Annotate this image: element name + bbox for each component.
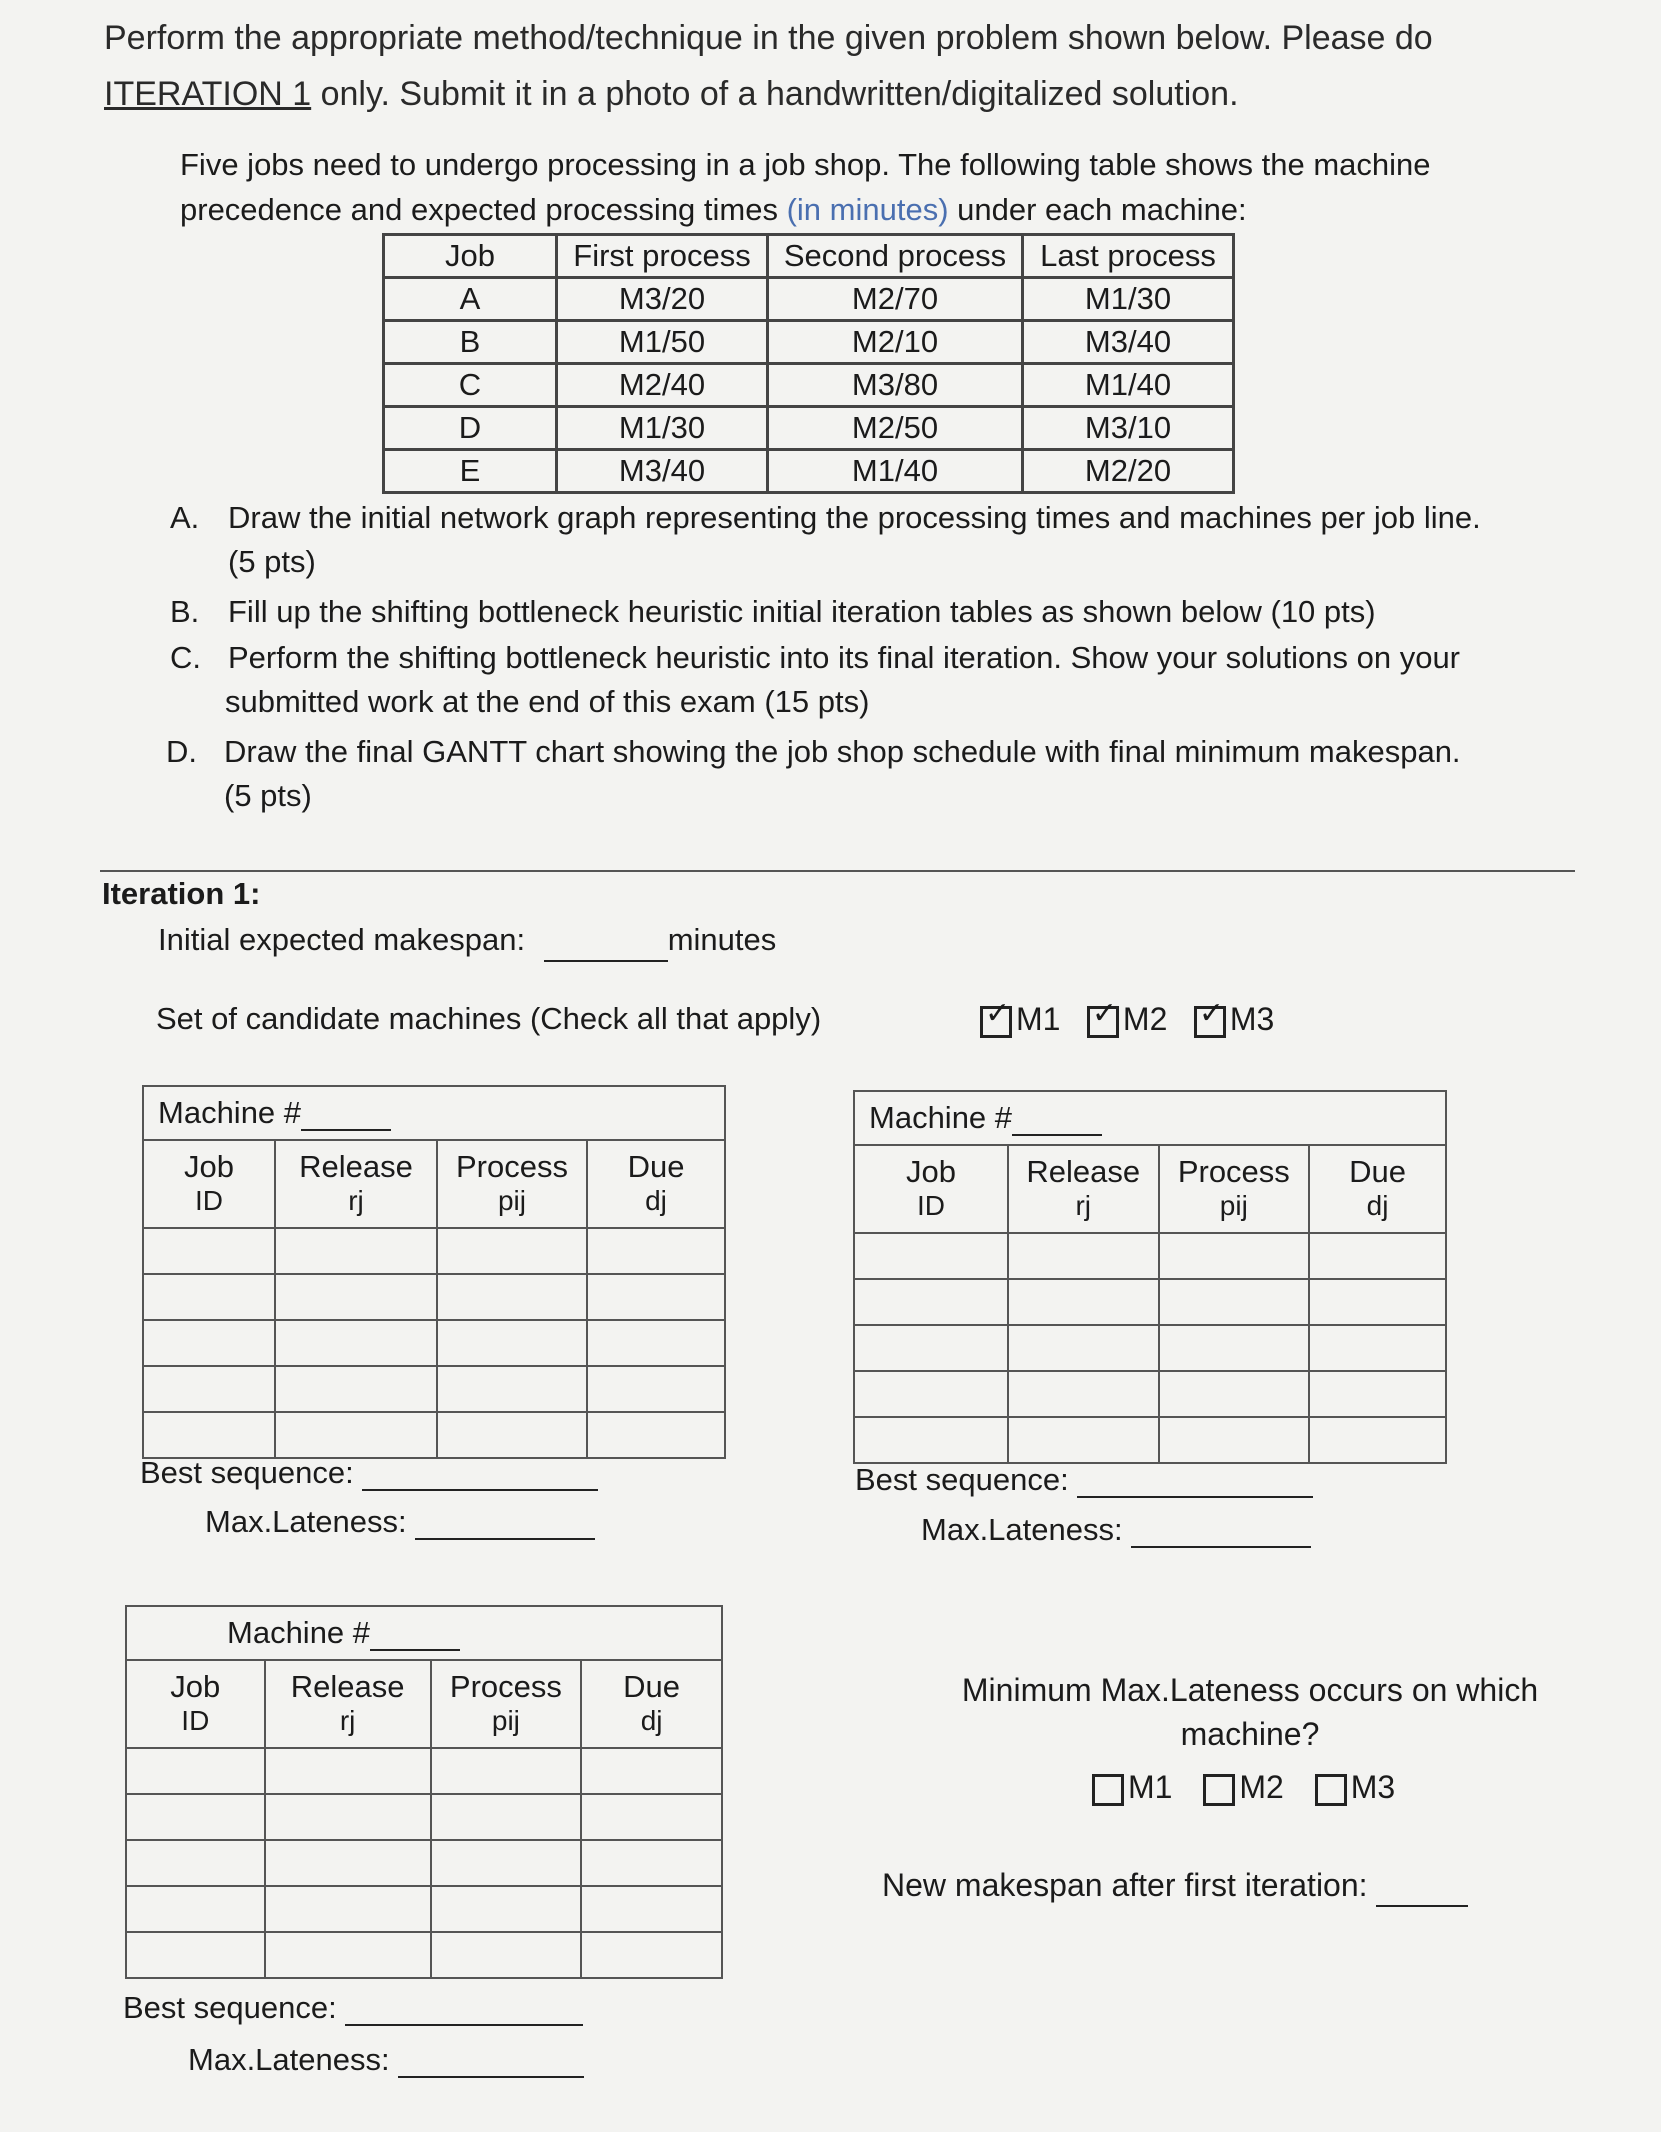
option-label: M3 <box>1350 1769 1396 1805</box>
blank-cell[interactable] <box>143 1320 275 1366</box>
question-label: A. <box>170 500 200 535</box>
table-row <box>126 1840 722 1886</box>
table-row <box>126 1886 722 1932</box>
units-note: (in minutes) <box>786 192 949 227</box>
candidate-label: M2 <box>1122 1001 1168 1037</box>
col-release-sub: rj <box>1008 1190 1159 1233</box>
col-due: Due <box>581 1660 722 1705</box>
question-c <box>170 636 1460 680</box>
blank-cell[interactable] <box>1309 1325 1446 1371</box>
header-second-process: Second process <box>768 235 1023 278</box>
blank-cell[interactable] <box>581 1932 722 1978</box>
new-makespan-label: New makespan after first iteration: <box>882 1867 1368 1903</box>
option-label: M1 <box>1128 1769 1173 1805</box>
iteration-emphasis: ITERATION 1 <box>104 75 312 113</box>
problem-text-end: under each machine: <box>948 192 1247 227</box>
column-subheader-row <box>126 1705 722 1748</box>
column-header-row <box>143 1140 725 1185</box>
question-label: D. <box>166 734 197 769</box>
column-header-row <box>854 1145 1446 1190</box>
cell: M1/30 <box>1023 278 1234 321</box>
blank-cell[interactable] <box>437 1412 587 1458</box>
instruction-line-2-rest: only. Submit it in a photo of a handwritten/digitalized solution. <box>311 75 1239 113</box>
machine-title-text: Machine # <box>869 1100 1013 1135</box>
table-row <box>384 450 1234 493</box>
table-row <box>854 1417 1446 1463</box>
col-process: Process <box>437 1140 587 1185</box>
checked-box-icon[interactable] <box>1087 996 1119 1038</box>
new-makespan-blank[interactable] <box>1376 1871 1468 1907</box>
job-precedence-table <box>382 233 1235 494</box>
blank-cell[interactable] <box>126 1932 265 1978</box>
blank-cell[interactable] <box>581 1794 722 1840</box>
blank-cell[interactable] <box>275 1412 437 1458</box>
table-row <box>854 1233 1446 1279</box>
machine-number-blank[interactable] <box>370 1619 460 1651</box>
min-lateness-options <box>1072 1765 1395 1809</box>
col-job: Job <box>126 1660 265 1705</box>
blank-cell[interactable] <box>437 1228 587 1274</box>
col-process: Process <box>1159 1145 1310 1190</box>
col-release: Release <box>265 1660 431 1705</box>
blank-cell[interactable] <box>275 1320 437 1366</box>
col-due: Due <box>587 1140 725 1185</box>
machine-table-1 <box>142 1085 726 1459</box>
machine-table-3 <box>125 1605 723 1979</box>
max-lateness-label: Max.Lateness: <box>205 1504 407 1539</box>
cell: M3/20 <box>557 278 768 321</box>
blank-cell[interactable] <box>587 1274 725 1320</box>
blank-cell[interactable] <box>126 1748 265 1794</box>
max-lateness-blank[interactable] <box>415 1504 595 1540</box>
table-row <box>854 1279 1446 1325</box>
max-lateness-1 <box>205 1504 595 1540</box>
question-d-points: (5 pts) <box>224 778 312 813</box>
blank-cell[interactable] <box>1159 1325 1310 1371</box>
cell: E <box>384 450 557 493</box>
column-subheader-row <box>854 1190 1446 1233</box>
blank-cell[interactable] <box>126 1840 265 1886</box>
blank-cell[interactable] <box>437 1366 587 1412</box>
candidate-machines-label: Set of candidate machines (Check all that apply) <box>156 1001 822 1036</box>
machine-title <box>143 1086 725 1140</box>
blank-cell[interactable] <box>854 1371 1008 1417</box>
blank-cell[interactable] <box>275 1274 437 1320</box>
empty-box-icon[interactable] <box>1203 1774 1235 1806</box>
cell: M2/70 <box>768 278 1023 321</box>
checked-box-icon[interactable] <box>980 996 1012 1038</box>
question-c-line-2: submitted work at the end of this exam (15 pts) <box>225 684 870 719</box>
machine-number-blank[interactable] <box>301 1099 391 1131</box>
question-b <box>170 590 1376 634</box>
table-row <box>126 1932 722 1978</box>
cell: D <box>384 407 557 450</box>
cell: M1/50 <box>557 321 768 364</box>
machine-header-row <box>143 1086 725 1140</box>
check-mark-icon: ✓ <box>985 996 1011 1030</box>
header-first-process: First process <box>557 235 768 278</box>
makespan-label: Initial expected makespan: <box>158 922 526 957</box>
blank-cell[interactable] <box>1309 1371 1446 1417</box>
cell: M3/40 <box>557 450 768 493</box>
col-due-sub: dj <box>587 1185 725 1228</box>
cell: M1/30 <box>557 407 768 450</box>
blank-cell[interactable] <box>587 1412 725 1458</box>
blank-cell[interactable] <box>437 1274 587 1320</box>
col-job-sub: ID <box>126 1705 265 1748</box>
col-release: Release <box>1008 1145 1159 1190</box>
col-process: Process <box>431 1660 582 1705</box>
blank-cell[interactable] <box>854 1325 1008 1371</box>
machine-number-blank[interactable] <box>1012 1104 1102 1136</box>
best-sequence-blank[interactable] <box>362 1455 598 1491</box>
blank-cell[interactable] <box>1159 1371 1310 1417</box>
question-text: Perform the shifting bottleneck heuristic into its final iteration. Show your solutions on your <box>228 640 1461 675</box>
blank-cell[interactable] <box>854 1417 1008 1463</box>
candidate-m2[interactable] <box>1087 997 1167 1041</box>
instruction-line-2 <box>104 66 1239 122</box>
column-header-row <box>126 1660 722 1705</box>
blank-cell[interactable] <box>581 1886 722 1932</box>
makespan-unit: minutes <box>667 922 777 957</box>
col-process-sub: pij <box>437 1185 587 1228</box>
col-job: Job <box>854 1145 1008 1190</box>
blank-cell[interactable] <box>143 1228 275 1274</box>
max-lateness-blank[interactable] <box>1131 1512 1311 1548</box>
table-row <box>384 407 1234 450</box>
table-row <box>126 1748 722 1794</box>
problem-line-2 <box>180 187 1247 232</box>
col-release: Release <box>275 1140 437 1185</box>
col-due-sub: dj <box>581 1705 722 1748</box>
blank-cell[interactable] <box>1309 1417 1446 1463</box>
cell: B <box>384 321 557 364</box>
blank-cell[interactable] <box>437 1320 587 1366</box>
table-row <box>143 1366 725 1412</box>
blank-cell[interactable] <box>1008 1371 1159 1417</box>
option-m1[interactable] <box>1092 1765 1172 1809</box>
initial-makespan <box>158 918 776 962</box>
col-release-sub: rj <box>265 1705 431 1748</box>
col-due: Due <box>1309 1145 1446 1190</box>
candidate-machines <box>958 997 1274 1048</box>
table-row <box>384 278 1234 321</box>
max-lateness-blank[interactable] <box>398 2042 584 2078</box>
blank-cell[interactable] <box>431 1932 582 1978</box>
column-subheader-row <box>143 1185 725 1228</box>
blank-cell[interactable] <box>1159 1233 1310 1279</box>
cell: M3/10 <box>1023 407 1234 450</box>
max-lateness-label: Max.Lateness: <box>921 1512 1123 1547</box>
machine-header-row <box>126 1606 722 1660</box>
blank-cell[interactable] <box>587 1228 725 1274</box>
question-label: B. <box>170 594 200 629</box>
machine-header-row <box>854 1091 1446 1145</box>
col-release-sub: rj <box>275 1185 437 1228</box>
blank-cell[interactable] <box>431 1794 582 1840</box>
makespan-blank[interactable] <box>544 926 668 962</box>
best-sequence-label: Best sequence: <box>855 1462 1069 1497</box>
min-lateness-line-1: Minimum Max.Lateness occurs on which <box>961 1672 1539 1708</box>
question-text: Draw the initial network graph representing the processing times and machines per job line. <box>228 500 1481 535</box>
machine-title <box>126 1606 722 1660</box>
blank-cell[interactable] <box>431 1840 582 1886</box>
blank-cell[interactable] <box>1008 1279 1159 1325</box>
option-m3[interactable] <box>1315 1765 1395 1809</box>
best-sequence-3 <box>123 1990 583 2026</box>
table-row <box>143 1412 725 1458</box>
best-sequence-2 <box>855 1462 1313 1498</box>
question-d <box>166 730 1461 774</box>
candidate-m3[interactable] <box>1194 997 1274 1041</box>
check-mark-icon: ✓ <box>1198 996 1224 1030</box>
max-lateness-3 <box>188 2042 584 2078</box>
best-sequence-label: Best sequence: <box>140 1455 354 1490</box>
question-text: Fill up the shifting bottleneck heuristic initial iteration tables as shown below (10 pts) <box>228 594 1376 629</box>
table-row <box>126 1794 722 1840</box>
col-due-sub: dj <box>1309 1190 1446 1233</box>
cell: M1/40 <box>768 450 1023 493</box>
instruction-line-1: Perform the appropriate method/technique in the given problem shown below. Please do <box>104 19 1433 57</box>
candidate-label: M3 <box>1229 1001 1275 1037</box>
cell: M2/20 <box>1023 450 1234 493</box>
table-row <box>143 1274 725 1320</box>
cell: M3/80 <box>768 364 1023 407</box>
blank-cell[interactable] <box>143 1412 275 1458</box>
cell: M2/10 <box>768 321 1023 364</box>
cell: M2/40 <box>557 364 768 407</box>
blank-cell[interactable] <box>587 1366 725 1412</box>
blank-cell[interactable] <box>1008 1233 1159 1279</box>
empty-box-icon[interactable] <box>1315 1774 1347 1806</box>
col-process-sub: pij <box>431 1705 582 1748</box>
blank-cell[interactable] <box>265 1794 431 1840</box>
option-label: M2 <box>1239 1769 1284 1805</box>
blank-cell[interactable] <box>126 1886 265 1932</box>
best-sequence-blank[interactable] <box>345 1990 583 2026</box>
blank-cell[interactable] <box>854 1279 1008 1325</box>
machine-title <box>854 1091 1446 1145</box>
best-sequence-1 <box>140 1455 598 1491</box>
blank-cell[interactable] <box>854 1233 1008 1279</box>
candidate-m1[interactable] <box>980 997 1060 1041</box>
blank-cell[interactable] <box>265 1748 431 1794</box>
header-job: Job <box>384 235 557 278</box>
table-row <box>854 1325 1446 1371</box>
machine-table-2 <box>853 1090 1447 1464</box>
header-last-process: Last process <box>1023 235 1234 278</box>
section-divider <box>100 870 1575 872</box>
cell: C <box>384 364 557 407</box>
blank-cell[interactable] <box>265 1840 431 1886</box>
question-label: C. <box>170 640 201 675</box>
question-text: Draw the final GANTT chart showing the job shop schedule with final minimum makespan. <box>224 734 1461 769</box>
blank-cell[interactable] <box>1008 1417 1159 1463</box>
col-process-sub: pij <box>1159 1190 1310 1233</box>
col-job-sub: ID <box>854 1190 1008 1233</box>
max-lateness-2 <box>921 1512 1311 1548</box>
problem-text: precedence and expected processing times <box>180 192 787 227</box>
checked-box-icon[interactable] <box>1194 996 1226 1038</box>
blank-cell[interactable] <box>275 1366 437 1412</box>
option-m2[interactable] <box>1203 1765 1283 1809</box>
table-row <box>384 321 1234 364</box>
machine-title-text: Machine # <box>158 1095 302 1130</box>
blank-cell[interactable] <box>143 1366 275 1412</box>
blank-cell[interactable] <box>265 1932 431 1978</box>
blank-cell[interactable] <box>1159 1417 1310 1463</box>
blank-cell[interactable] <box>581 1840 722 1886</box>
col-job-sub: ID <box>143 1185 275 1228</box>
best-sequence-label: Best sequence: <box>123 1990 337 2025</box>
best-sequence-blank[interactable] <box>1077 1462 1313 1498</box>
candidate-label: M1 <box>1016 1001 1061 1037</box>
table-row <box>384 364 1234 407</box>
min-lateness-line-2: machine? <box>1180 1716 1320 1752</box>
empty-box-icon[interactable] <box>1092 1774 1124 1806</box>
table-row <box>854 1371 1446 1417</box>
blank-cell[interactable] <box>431 1748 582 1794</box>
blank-cell[interactable] <box>143 1274 275 1320</box>
check-mark-icon: ✓ <box>1091 996 1118 1030</box>
cell: M2/50 <box>768 407 1023 450</box>
table-row <box>143 1228 725 1274</box>
blank-cell[interactable] <box>265 1886 431 1932</box>
question-a-points: (5 pts) <box>228 544 316 579</box>
new-makespan <box>882 1863 1468 1907</box>
blank-cell[interactable] <box>1008 1325 1159 1371</box>
iteration-title: Iteration 1: <box>102 876 261 911</box>
cell: M3/40 <box>1023 321 1234 364</box>
blank-cell[interactable] <box>1159 1279 1310 1325</box>
col-job: Job <box>143 1140 275 1185</box>
table-row <box>143 1320 725 1366</box>
table-header-row <box>384 235 1234 278</box>
problem-line-1: Five jobs need to undergo processing in a job shop. The following table shows the machine <box>180 147 1431 182</box>
blank-cell[interactable] <box>581 1748 722 1794</box>
blank-cell[interactable] <box>587 1320 725 1366</box>
max-lateness-label: Max.Lateness: <box>188 2042 390 2077</box>
blank-cell[interactable] <box>1309 1233 1446 1279</box>
cell: A <box>384 278 557 321</box>
machine-title-text: Machine # <box>227 1615 371 1650</box>
question-a <box>170 496 1481 540</box>
min-lateness-question <box>900 1668 1600 1756</box>
blank-cell[interactable] <box>431 1886 582 1932</box>
blank-cell[interactable] <box>275 1228 437 1274</box>
blank-cell[interactable] <box>126 1794 265 1840</box>
cell: M1/40 <box>1023 364 1234 407</box>
blank-cell[interactable] <box>1309 1279 1446 1325</box>
